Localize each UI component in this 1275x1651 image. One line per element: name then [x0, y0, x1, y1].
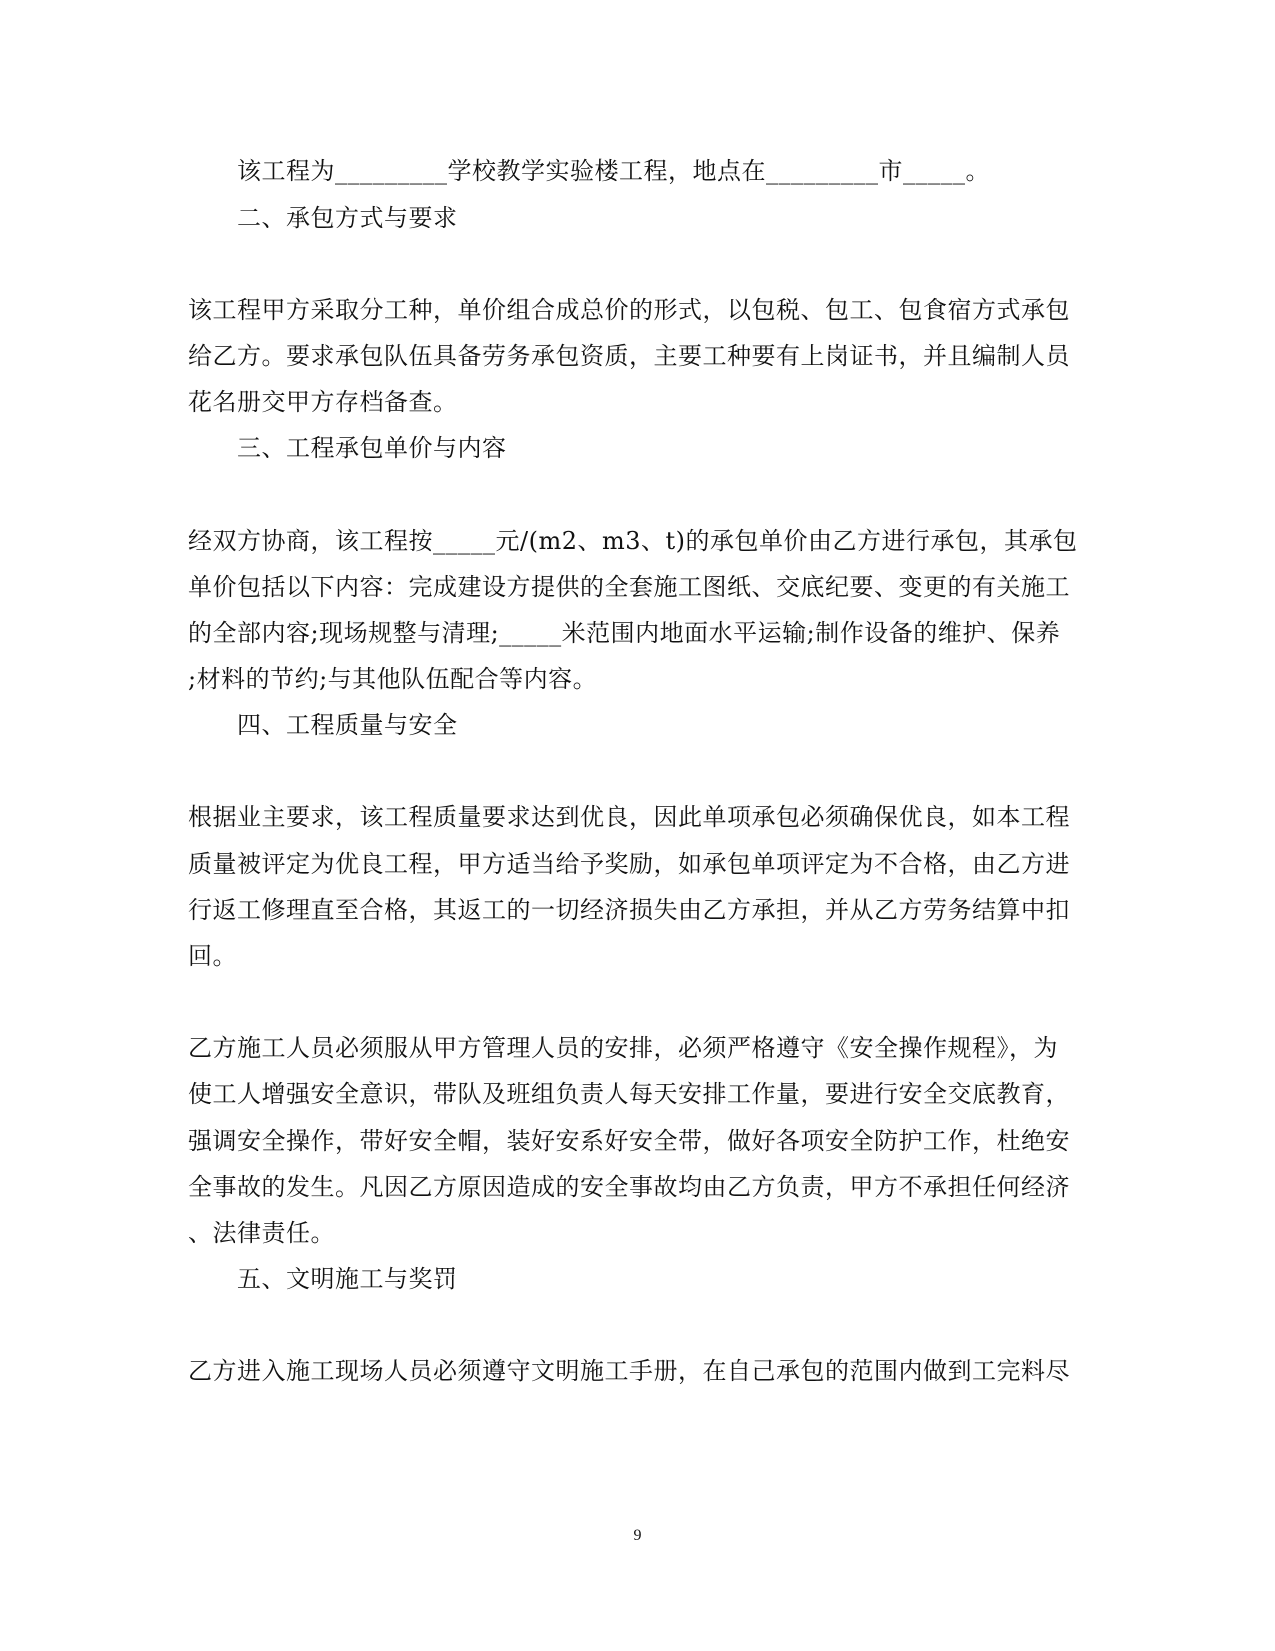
section-heading-3: 三、工程承包单价与内容	[237, 434, 507, 462]
paragraph-line: 的全部内容;现场规整与清理;_____米范围内地面水平运输;制作设备的维护、保养	[188, 619, 1061, 647]
paragraph-line: 强调安全操作，带好安全帽，装好安系好安全带，做好各项安全防护工作，杜绝安	[188, 1127, 1070, 1155]
paragraph-line: 该工程甲方采取分工种，单价组合成总价的形式，以包税、包工、包食宿方式承包	[188, 296, 1070, 324]
paragraph-line: 、法律责任。	[188, 1219, 335, 1247]
section-heading-4: 四、工程质量与安全	[237, 711, 458, 739]
paragraph-line: 乙方进入施工现场人员必须遵守文明施工手册，在自己承包的范围内做到工完料尽	[188, 1357, 1070, 1385]
paragraph-line: 回。	[188, 942, 237, 970]
paragraph-line: ;材料的节约;与其他队伍配合等内容。	[188, 665, 598, 693]
paragraph-line: 根据业主要求，该工程质量要求达到优良，因此单项承包必须确保优良，如本工程	[188, 803, 1070, 831]
paragraph-line: 经双方协商，该工程按_____元/(m2、m3、t)的承包单价由乙方进行承包，其承包	[188, 527, 1078, 555]
section-heading-5: 五、文明施工与奖罚	[237, 1265, 458, 1293]
paragraph-line: 质量被评定为优良工程，甲方适当给予奖励，如承包单项评定为不合格，由乙方进	[188, 850, 1070, 878]
paragraph-line: 花名册交甲方存档备查。	[188, 388, 458, 416]
page-number: 9	[633, 1527, 642, 1544]
paragraph-line: 全事故的发生。凡因乙方原因造成的安全事故均由乙方负责，甲方不承担任何经济	[188, 1173, 1070, 1201]
section-heading-2: 二、承包方式与要求	[237, 204, 458, 232]
paragraph-line: 单价包括以下内容：完成建设方提供的全套施工图纸、交底纪要、变更的有关施工	[188, 573, 1070, 601]
paragraph-line: 乙方施工人员必须服从甲方管理人员的安排，必须严格遵守《安全操作规程》，为	[188, 1034, 1058, 1062]
paragraph-line: 使工人增强安全意识，带队及班组负责人每天安排工作量，要进行安全交底教育，	[188, 1080, 1070, 1108]
paragraph-project-location: 该工程为_________学校教学实验楼工程，地点在_________市_____。	[237, 157, 990, 185]
paragraph-line: 给乙方。要求承包队伍具备劳务承包资质，主要工种要有上岗证书，并且编制人员	[188, 342, 1070, 370]
paragraph-line: 行返工修理直至合格，其返工的一切经济损失由乙方承担，并从乙方劳务结算中扣	[188, 896, 1070, 924]
